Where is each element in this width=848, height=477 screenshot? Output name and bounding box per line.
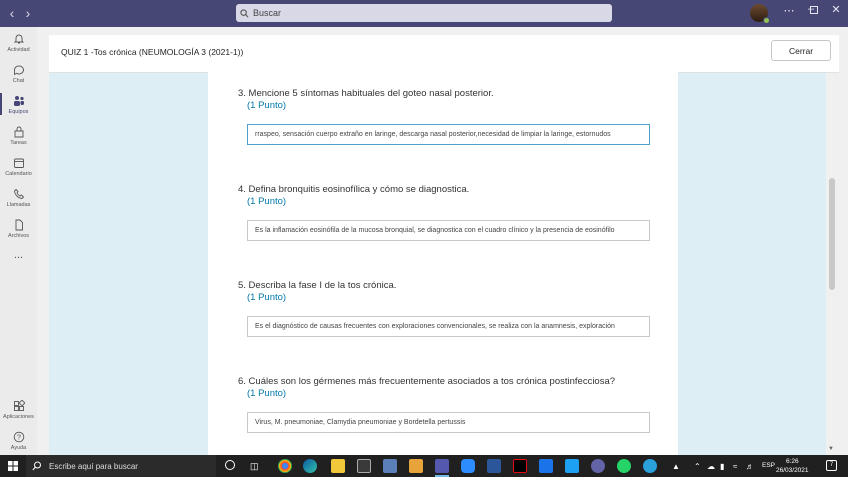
question-text: 3. Mencione 5 síntomas habituales del goteo nasal posterior. bbox=[238, 88, 494, 99]
notification-center-icon[interactable]: 7 bbox=[826, 460, 837, 471]
rail-item-label: Archivos bbox=[7, 233, 30, 239]
close-window-icon[interactable]: ✕ bbox=[831, 4, 841, 16]
news-icon[interactable] bbox=[383, 459, 397, 473]
teams-icon bbox=[13, 95, 25, 107]
phone-icon bbox=[13, 188, 25, 200]
rail-item-label: Tareas bbox=[10, 140, 27, 146]
question-text: 6. Cuáles son los gérmenes más frecuentemente asociados a tos crónica postinfecciosa? bbox=[238, 376, 616, 387]
calculator-icon[interactable] bbox=[539, 459, 553, 473]
more-icon[interactable]: ... bbox=[13, 249, 24, 261]
answer-field[interactable]: Es la inflamación eosinófila de la mucosa bronquial, se diagnostica con el cuadro clínico y la presencia de eosinófilo bbox=[247, 220, 650, 241]
question-text: 5. Describa la fase I de la tos crónica. bbox=[238, 280, 397, 291]
store-icon[interactable] bbox=[357, 459, 371, 473]
question-6 bbox=[238, 376, 658, 426]
rail-item-help[interactable] bbox=[0, 431, 37, 451]
question-3 bbox=[238, 88, 658, 138]
edge-icon[interactable] bbox=[303, 459, 317, 473]
language-indicator[interactable]: ESP bbox=[762, 462, 776, 469]
presence-icon bbox=[763, 17, 770, 24]
question-text: 4. Defina bronquitis eosinofílica y cómo se diagnostica. bbox=[238, 184, 470, 195]
answer-field[interactable]: Es el diagnóstico de causas frecuentes con exploraciones convencionales, se realiza con la anamnesis, exploración bbox=[247, 316, 650, 337]
page-title: QUIZ 1 -Tos crónica (NEUMOLOGÍA 3 (2021-1)) bbox=[61, 47, 244, 57]
zoom-icon[interactable] bbox=[461, 459, 475, 473]
rail-item-assignments[interactable] bbox=[0, 126, 37, 146]
more-options-icon[interactable]: ⋯ bbox=[783, 5, 795, 17]
netflix-icon[interactable] bbox=[513, 459, 527, 473]
rail-item-label: Actividad bbox=[7, 47, 30, 53]
clock[interactable] bbox=[776, 457, 809, 475]
rail-item-teams[interactable] bbox=[0, 95, 37, 115]
mail-icon[interactable] bbox=[409, 459, 423, 473]
show-hidden-icons-icon[interactable]: ⌃ bbox=[694, 462, 701, 471]
rail-item-label: Equipos bbox=[8, 109, 29, 115]
search-input[interactable] bbox=[236, 4, 612, 22]
search-icon bbox=[32, 461, 42, 471]
word-icon[interactable] bbox=[487, 459, 501, 473]
rail-item-apps[interactable] bbox=[0, 400, 37, 420]
rail-item-label: Chat bbox=[12, 78, 25, 84]
apps-icon bbox=[13, 400, 25, 412]
calendar-icon bbox=[13, 157, 25, 169]
answer-field[interactable]: rraspeo, sensación cuerpo extraño en laringe, descarga nasal posterior,necesidad de limpiar la laringe, estornudos bbox=[247, 124, 650, 145]
chevron-right-icon[interactable]: › bbox=[25, 5, 31, 21]
taskbar-search-input[interactable] bbox=[26, 455, 216, 477]
avatar[interactable] bbox=[750, 4, 768, 22]
scrollbar-thumb[interactable] bbox=[829, 178, 835, 290]
rail-item-label: Aplicaciones bbox=[3, 414, 34, 420]
twitter-icon[interactable] bbox=[565, 459, 579, 473]
chat-app-icon[interactable] bbox=[591, 459, 605, 473]
rail-item-calls[interactable] bbox=[0, 188, 37, 208]
restore-icon[interactable] bbox=[810, 6, 818, 14]
telegram-icon[interactable] bbox=[643, 459, 657, 473]
question-points: (1 Punto) bbox=[247, 292, 287, 303]
wifi-icon[interactable]: ≈ bbox=[733, 462, 738, 471]
cloud-icon[interactable]: ☁ bbox=[707, 462, 715, 471]
title-bar bbox=[0, 0, 848, 27]
rail-item-activity[interactable] bbox=[0, 33, 37, 53]
scroll-down-icon[interactable]: ▼ bbox=[828, 446, 834, 452]
question-5 bbox=[238, 280, 658, 330]
question-points: (1 Punto) bbox=[247, 388, 287, 399]
battery-icon[interactable]: ▮ bbox=[720, 462, 725, 471]
file-icon bbox=[13, 219, 25, 231]
rail-item-label: Ayuda bbox=[10, 445, 27, 451]
cortana-icon[interactable] bbox=[225, 460, 235, 470]
question-points: (1 Punto) bbox=[247, 196, 287, 207]
rail-item-calendar[interactable] bbox=[0, 157, 37, 177]
task-view-icon[interactable]: ◫ bbox=[250, 461, 259, 471]
rail-item-chat[interactable] bbox=[0, 64, 37, 84]
rail-item-files[interactable] bbox=[0, 219, 37, 239]
question-points: (1 Punto) bbox=[247, 100, 287, 111]
volume-icon[interactable]: ♬ bbox=[746, 462, 754, 471]
teams-icon[interactable] bbox=[435, 459, 449, 473]
search-icon bbox=[240, 9, 249, 18]
quiz-form bbox=[208, 65, 678, 455]
whatsapp-icon[interactable] bbox=[617, 459, 631, 473]
main-content bbox=[37, 27, 848, 455]
answer-field[interactable]: Virus, M. pneumoniae, Clamydia pneumoniae y Bordetella pertussis bbox=[247, 412, 650, 433]
search-placeholder: Buscar bbox=[253, 8, 282, 18]
chat-icon bbox=[13, 64, 25, 76]
windows-start-icon[interactable] bbox=[8, 461, 18, 471]
chrome-icon[interactable] bbox=[278, 459, 292, 473]
taskbar-search-placeholder: Escribe aquí para buscar bbox=[49, 461, 138, 471]
minimize-icon[interactable]: – bbox=[807, 3, 815, 15]
rail-item-label: Llamadas bbox=[6, 202, 31, 208]
help-icon bbox=[13, 431, 25, 443]
app-rail bbox=[0, 27, 37, 455]
question-4 bbox=[238, 184, 658, 234]
tray-app-icon[interactable]: ▲ bbox=[672, 462, 680, 471]
chevron-left-icon[interactable]: ‹ bbox=[9, 5, 15, 21]
file-explorer-icon[interactable] bbox=[331, 459, 345, 473]
close-button[interactable]: Cerrar bbox=[771, 40, 831, 61]
svg-text:?: ? bbox=[16, 434, 21, 442]
rail-item-label: Calendario bbox=[5, 171, 32, 177]
assignments-icon bbox=[13, 126, 25, 138]
bell-icon bbox=[13, 33, 25, 45]
clock-time: 6:26 bbox=[785, 458, 799, 465]
taskbar bbox=[0, 455, 848, 477]
clock-date: 26/03/2021 bbox=[776, 467, 809, 474]
